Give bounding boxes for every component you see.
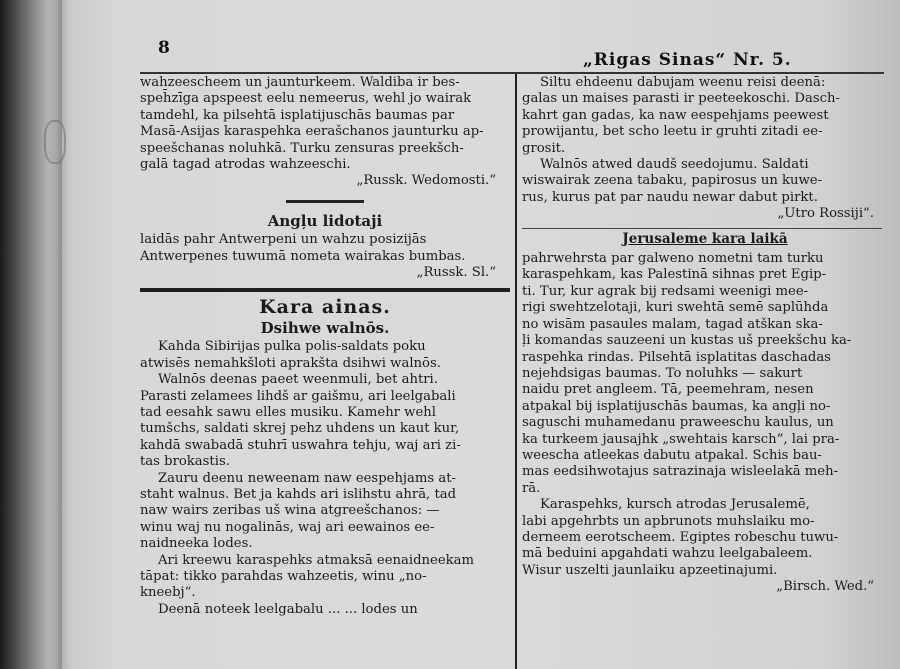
text-line: atwisēs nemahkšloti aprakšta dsihwi walnōs.	[140, 355, 441, 371]
text-line: galā tagad atrodas wahzeeschi.	[140, 157, 351, 173]
text-line: mā beduini apgahdati wahzu leelgabaleem.	[522, 546, 813, 562]
text-line: Ari kreewu karaspehks atmaksā eenaidneekam	[158, 552, 475, 568]
text-line: weescha atleekas dabutu atpakal. Schis bau-	[522, 447, 822, 463]
text-line: naidu pret angleem. Tā, peemehram, nesen	[522, 382, 814, 398]
left-column	[140, 75, 510, 618]
text-line: tāpat: tikko parahdas wahzeetis, winu „no-	[140, 568, 427, 584]
text-line: Zauru deenu neweenam naw eespehjams at-	[158, 470, 456, 486]
article-heading: Jerusaleme kara laikā	[622, 230, 788, 247]
text-line: Deenā noteek leelgabalu ... ... lodes un	[158, 601, 418, 617]
article-food	[522, 75, 888, 223]
text-line: Parasti zelamees lihdš ar gaišmu, ari leelgabali	[140, 388, 456, 404]
running-header: „Rigas Sinas“ Nr. 5.	[583, 50, 792, 70]
section-rule	[140, 288, 510, 292]
text-line: nejehdsigas baumas. To noluhks — sakurt	[522, 365, 803, 381]
text-line: rigi swehtzelotaji, kuri swehtā semē saplūhda	[522, 300, 829, 316]
text-line: saguschi muhamedanu praweeschu kaulus, un	[522, 415, 834, 431]
text-line: ļi komandas sauzeeni un kustas uš preekšchu ka-	[522, 333, 852, 349]
text-line: atpakal bij isplatijuschās baumas, ka angļi no-	[522, 398, 831, 414]
text-line: speh̄zīga apspeest eelu nemeerus, wehl jo wairak	[140, 91, 472, 107]
article-aviators	[140, 213, 510, 282]
text-line: Kahda Sibirijas pulka polis-saldats poku	[158, 339, 426, 355]
section-war-scenes	[140, 296, 510, 618]
binding-hole	[44, 120, 66, 164]
text-line: winu waj nu nogalinās, waj ari eewainos ee-	[140, 519, 435, 535]
text-line: wahzeescheem un jaunturkeem. Waldiba ir bes-	[140, 75, 460, 90]
text-line: Siltu ehdeenu dabujam weenu reisi deenā:	[540, 75, 826, 90]
text-line: kahdā swabadā stuhrī uswahra tehju, waj ari zi-	[140, 437, 461, 453]
article-heading: Angļu lidotaji	[267, 211, 383, 230]
section-subheading: Dsihwe walnōs.	[260, 318, 390, 337]
text-line: Walnōs atwed daudš seedojumu. Saldati	[540, 157, 809, 173]
text-line: tad eesahk sawu elles musiku. Kamehr wehl	[140, 404, 436, 420]
text-line: pahrwehrsta par galweno nometni tam turku	[522, 251, 824, 267]
text-line: Antwerpenes tuwumā nometa wairakas bumbas.	[140, 248, 466, 264]
text-line: ti. Tur, kur agrak bij redsami weenigi mee-	[522, 283, 809, 299]
text-line: laidās pahr Antwerpeni un wahzu posizijās	[140, 232, 427, 248]
source-signature: „Russk. Sl.“	[416, 265, 496, 281]
text-line: tas brokastis.	[140, 454, 230, 470]
separator-rule	[522, 228, 882, 229]
text-line: grosit.	[522, 140, 566, 156]
text-line: mas eedsihwotajus satrazinaja wisleelakā meh-	[522, 464, 839, 480]
text-line: ka turkeem jausajhk „swehtais karsch“, lai pra-	[522, 431, 840, 447]
text-line: galas un maises parasti ir peeteekoschi. Dasch-	[522, 91, 840, 107]
article-intro	[140, 75, 510, 190]
text-line: derneem eerotscheem. Egiptes robeschu tuwu-	[522, 529, 839, 545]
text-line: rā.	[522, 480, 541, 496]
column-divider	[515, 74, 517, 669]
text-line: Karaspehks, kursch atrodas Jerusalemē,	[540, 497, 810, 513]
text-line: no wisām pasaules malam, tagad atškan ska-	[522, 316, 823, 332]
separator-rule	[286, 200, 364, 203]
text-line: Wisur uszelti jaunlaiku apzeetinajumi.	[522, 562, 778, 578]
text-line: prowijantu, bet scho leetu ir gruhti zitadi ee-	[522, 124, 823, 140]
header-rule	[140, 72, 884, 74]
text-line: naidneeka lodes.	[140, 536, 253, 552]
source-signature: „Birsch. Wed.“	[776, 579, 874, 595]
text-line: wiswairak zeena tabaku, papirosus un kuwe-	[522, 173, 823, 189]
text-line: karaspehkam, kas Palestinā sihnas pret Egip-	[522, 267, 827, 283]
text-line: tamdehl, ka pilsehtā isplatijuschās baumas par	[140, 107, 455, 123]
text-line: speešchanas noluhkā. Turku zensuras preekšch-	[140, 140, 464, 156]
book-binding	[0, 0, 62, 669]
text-line: Walnōs deenas paeet weenmuli, bet ahtri.	[158, 372, 438, 388]
source-signature: „Russk. Wedomosti.“	[356, 173, 496, 189]
text-line: naw wairs zeribas uš wina atgreešchanos: —	[140, 503, 440, 519]
text-line: staht walnus. Bet ja kahds ari islihstu ahrā, tad	[140, 486, 457, 502]
article-jerusalem	[522, 231, 888, 596]
text-line: raspehka rindas. Pilsehtā isplatitas daschadas	[522, 349, 831, 365]
source-signature: „Utro Rossiji“.	[777, 206, 874, 222]
section-heading: Kara ainas.	[259, 296, 391, 319]
text-line: rus, kurus pat par naudu newar dabut pirkt.	[522, 189, 818, 205]
text-line: tumšchs, saldati skrej pehz uhdens un kaut kur,	[140, 421, 460, 437]
page-number: 8	[158, 38, 170, 58]
text-line: labi apgehrbts un apbrunots muhslaiku mo-	[522, 513, 815, 529]
right-column	[522, 75, 888, 596]
text-line: Masā-Asijas karaspehka eerašchanos jaunturku ap-	[140, 124, 484, 140]
text-line: kahrt gan gadas, ka naw eespehjams peewest	[522, 107, 829, 123]
text-line: kneebj“.	[140, 585, 196, 601]
